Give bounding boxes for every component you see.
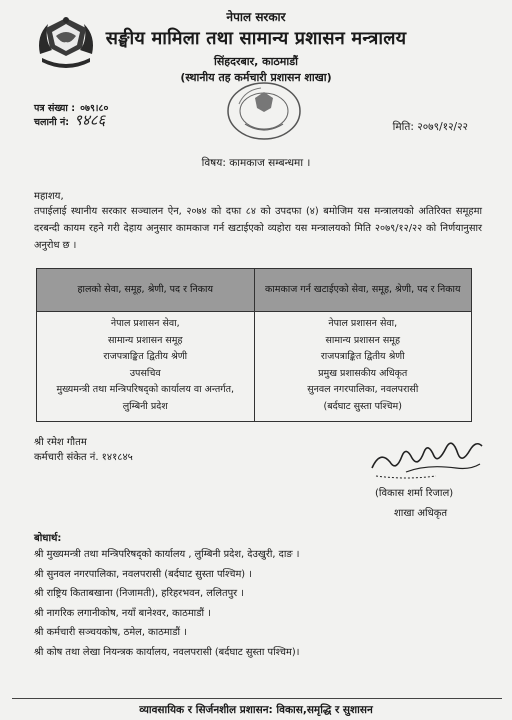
ministry-title: सङ्घीय मामिला तथा सामान्य प्रशासन मन्त्रालय bbox=[105, 28, 407, 49]
list-item: श्री राष्ट्रिय किताबखाना (निजामती), हरिहरभवन, ललितपुर । bbox=[34, 588, 244, 599]
dispatch-number: चलानी नं: ९४८६ bbox=[34, 111, 106, 129]
branch-name: (स्थानीय तह कर्मचारी प्रशासन शाखा) bbox=[180, 71, 332, 84]
government-name: नेपाल सरकार bbox=[226, 10, 286, 24]
ministry-address: सिंहदरबार, काठमाडौं bbox=[214, 55, 298, 68]
subject-line: विषय: कामकाज सम्बन्धमा । bbox=[201, 157, 311, 169]
current-position-cell: नेपाल प्रशासन सेवा, सामान्य प्रशासन समूह राजपत्राङ्कित द्वितीय श्रेणी उपसचिव मुख्यमन्त्री तथा मन्त्रिपरिषद्को कार्यालय वा अन्तर्गत, लुम्बिनी प्रदेश bbox=[37, 312, 255, 422]
table-header-current: हालको सेवा, समूह, श्रेणी, पद र निकाय bbox=[37, 269, 255, 312]
assigned-position-cell: नेपाल प्रशासन सेवा, सामान्य प्रशासन समूह राजपत्राङ्कित द्वितीय श्रेणी प्रमुख प्रशासकीय अधिकृत सुनवल नगरपालिका, नवलपरासी (बर्दघाट सुस्ता पश्चिम) bbox=[254, 312, 472, 422]
list-item: श्री नागरिक लगानीकोष, नयाँ बानेश्वर, काठमाडौं । bbox=[34, 607, 211, 619]
letter-number: पत्र संख्या : ०७९।८० bbox=[34, 103, 109, 114]
list-item: श्री सुनवल नगरपालिका, नवलपरासी (बर्दघाट सुस्ता पश्चिम) । bbox=[34, 568, 252, 580]
list-item: श्री मुख्यमन्त्री तथा मन्त्रिपरिषद्को कार्यालय , लुम्बिनी प्रदेश, देउखुरी, दाङ । bbox=[34, 549, 300, 560]
list-item: श्री कोष तथा लेखा नियन्त्रक कार्यालय, नवलपरासी (बर्दघाट सुस्ता पश्चिम)। bbox=[34, 646, 300, 658]
employee-code: कर्मचारी संकेत नं. १४१८४५ bbox=[34, 452, 133, 463]
official-stamp-icon bbox=[225, 80, 303, 142]
signatory-name: (विकास शर्मा रिजाल) bbox=[375, 488, 454, 499]
cc-title: बोधार्थ: bbox=[34, 533, 62, 544]
dispatch-number-value: ९४८६ bbox=[74, 111, 106, 129]
signatory-designation: शाखा अधिकृत bbox=[394, 508, 448, 519]
list-item: श्री कर्मचारी सञ्चयकोष, ठमेल, काठमाडौं । bbox=[34, 627, 187, 638]
assignment-table bbox=[36, 268, 472, 422]
letter-number-value: ०७९।८० bbox=[80, 103, 109, 114]
signature-icon bbox=[366, 428, 486, 484]
footer-slogan: व्यावसायिक र सिर्जनशील प्रशासन: विकास,समृद्धि र सुशासन bbox=[139, 704, 373, 716]
body-paragraph: तपाईलाई स्थानीय सरकार सञ्चालन ऐन, २०७४ को दफा ८४ को उपदफा (४) बमोजिम यस मन्त्रालयको अतिरिक्त समूहमा दरबन्दी कायम रहने गरी देहाय अनुसार कामकाज गर्न खटाईएको व्यहोरा यस मन्त्रालयको मिति २०७९/१२/२२ को निर्णयानुसार अनुरोध छ । bbox=[34, 206, 482, 251]
table-header-row bbox=[37, 269, 472, 312]
cc-list bbox=[34, 545, 299, 662]
table-header-assigned: कामकाज गर्न खटाईएको सेवा, समूह, श्रेणी, पद र निकाय bbox=[254, 269, 472, 312]
salutation: महाशय, bbox=[34, 191, 64, 202]
letter-date: मिति: २०७९/१२/२२ bbox=[392, 121, 468, 133]
table-row bbox=[37, 312, 472, 422]
recipient-name: श्री रमेश गौतम bbox=[34, 437, 87, 448]
footer-divider bbox=[12, 698, 502, 699]
